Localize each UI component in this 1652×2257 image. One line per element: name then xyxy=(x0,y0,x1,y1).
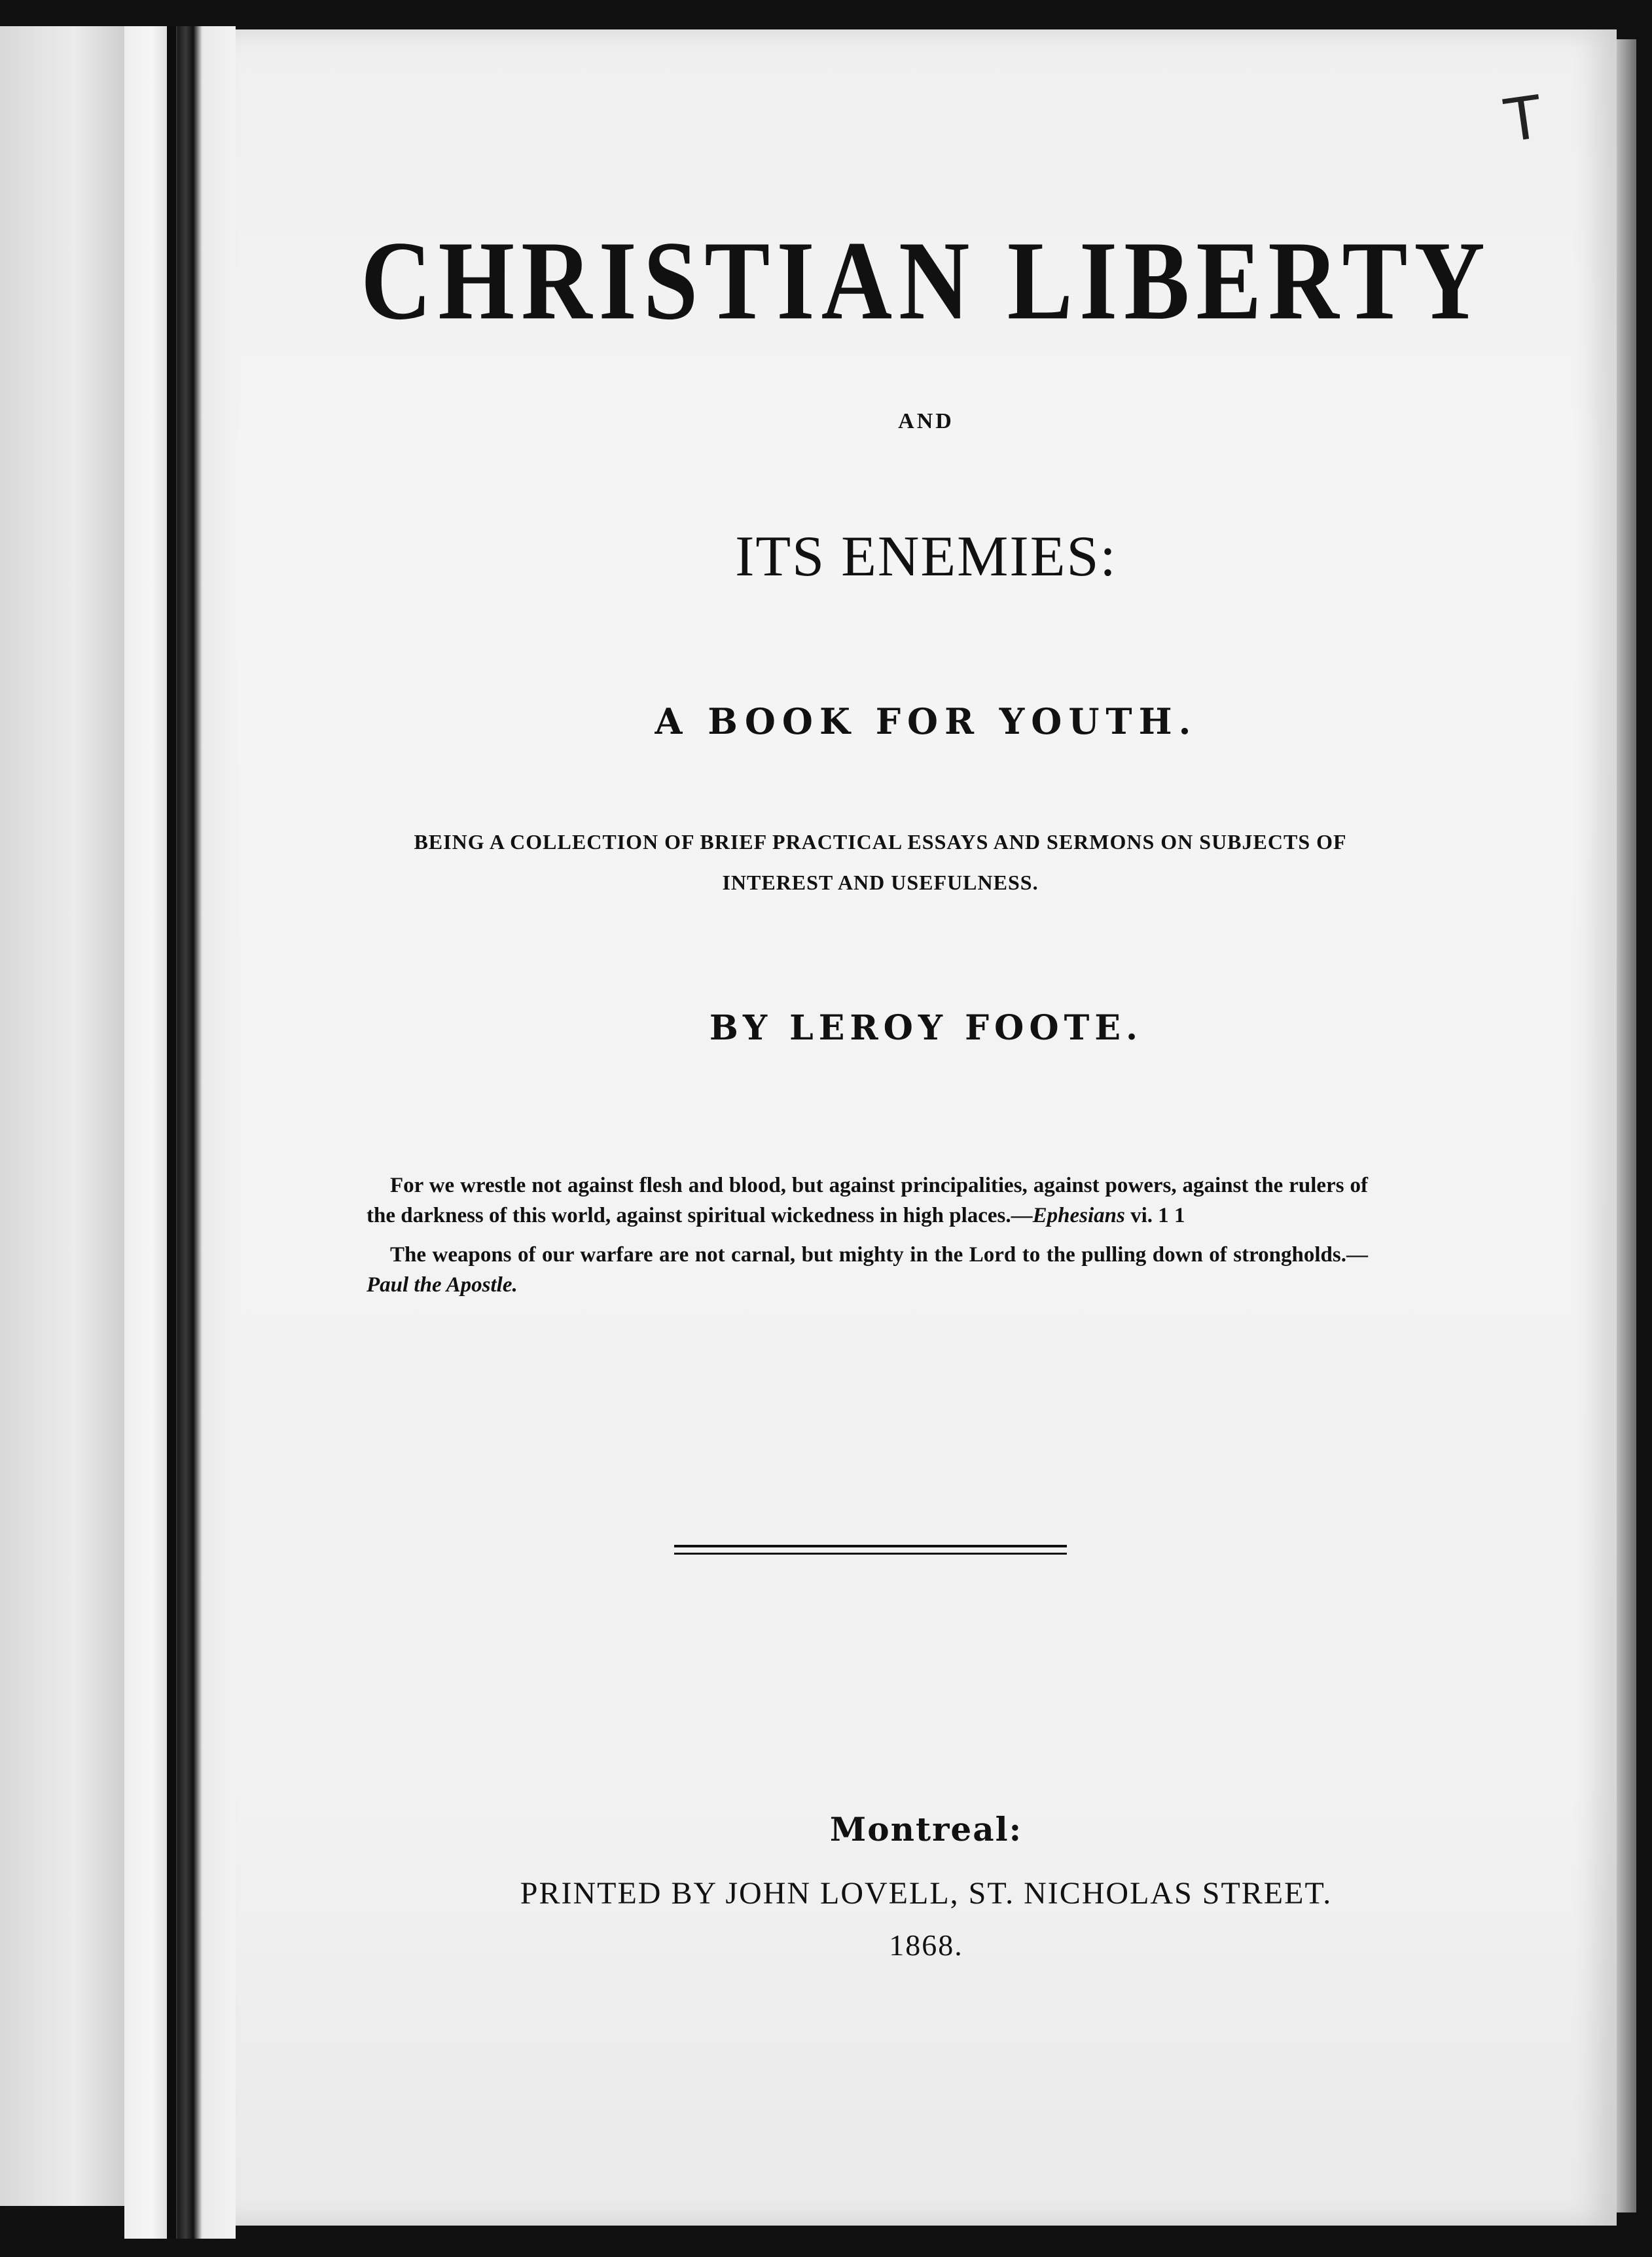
epigraph-text: For we wrestle not against flesh and blood, but against principalities, against powers, against the rulers of the darkness of this world, against spiritual wickedness in high places.— xyxy=(367,1174,1368,1227)
epigraph-source: Ephesians xyxy=(1032,1204,1125,1227)
epigraph-text: The weapons of our warfare are not carnal, but mighty in the Lord to the pulling down of strongholds.— xyxy=(390,1243,1368,1267)
title-conjunction: AND xyxy=(898,409,954,433)
imprint-city: Montreal: xyxy=(829,1810,1023,1849)
book-spine xyxy=(124,26,236,2239)
decorative-rule xyxy=(674,1545,1067,1555)
epigraph-paul xyxy=(367,1240,1368,1300)
author-line: BY LEROY FOOTE. xyxy=(709,1008,1143,1048)
epigraph-ephesians xyxy=(367,1170,1368,1231)
facing-page-edge xyxy=(0,26,124,2206)
page-right-edge xyxy=(1617,39,1636,2212)
epigraph-reference: vi. 1 1 xyxy=(1124,1204,1185,1227)
imprint-printer: PRINTED BY JOHN LOVELL, ST. NICHOLAS STREET. xyxy=(520,1876,1333,1911)
book-description: BEING A COLLECTION OF BRIEF PRACTICAL ESSAYS AND SERMONS ON SUBJECTS OF INTEREST AND USEFULNESS. xyxy=(414,830,1347,894)
book-tagline: A BOOK FOR YOUTH. xyxy=(655,700,1198,742)
spine-gutter xyxy=(167,26,176,2239)
imprint-year: 1868. xyxy=(889,1928,963,1962)
book-title: CHRISTIAN LIBERTY xyxy=(361,218,1492,344)
book-subtitle: ITS ENEMIES: xyxy=(735,525,1117,588)
epigraph-source: Paul the Apostle. xyxy=(367,1273,518,1297)
epigraphs xyxy=(367,1170,1368,1309)
handwritten-shelf-mark: T xyxy=(1500,82,1547,156)
